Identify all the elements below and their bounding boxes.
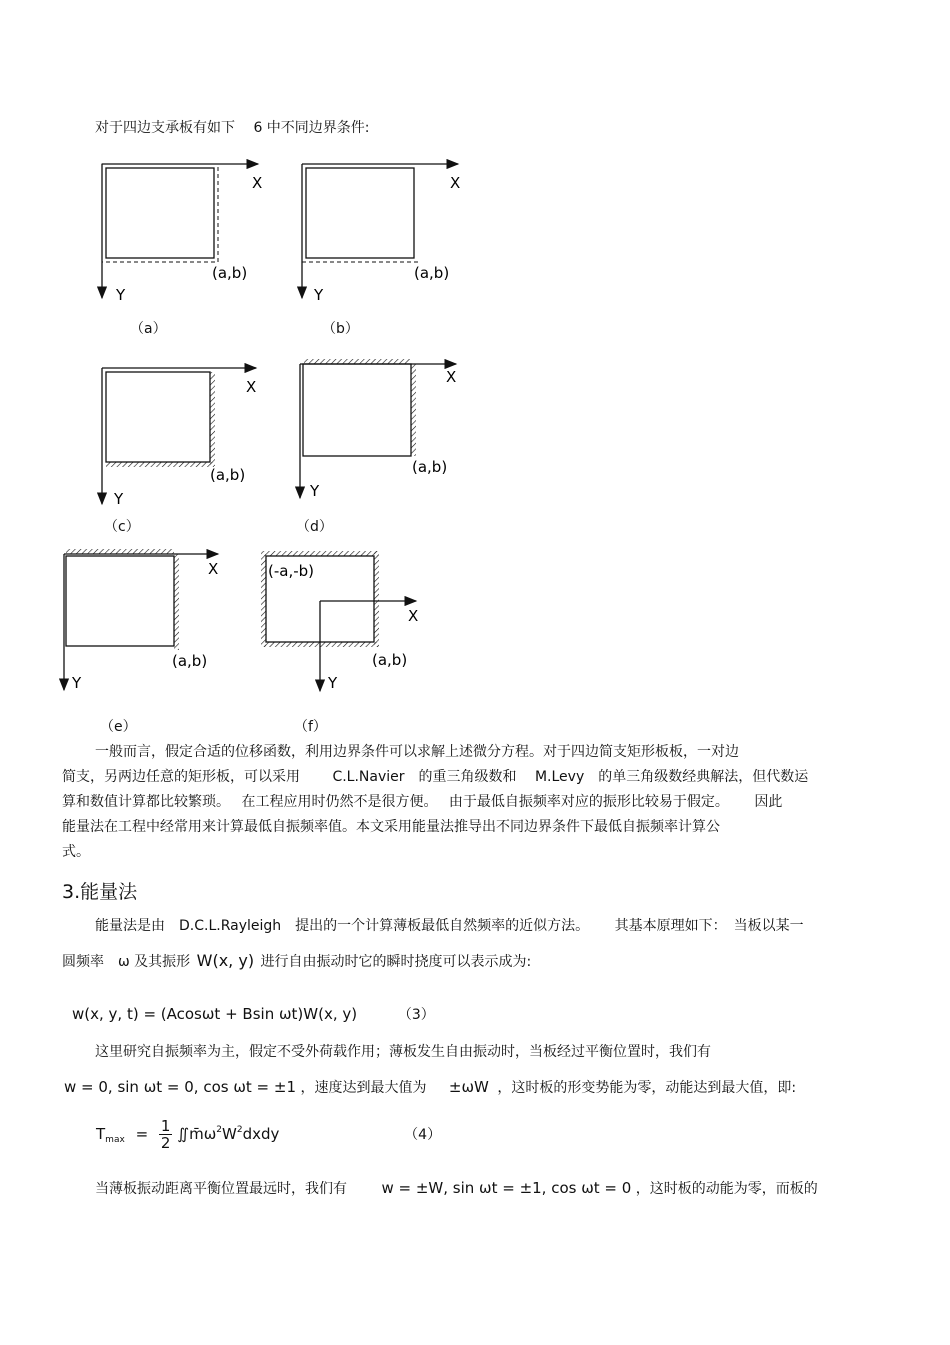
x-axis-label: X: [450, 174, 461, 192]
y-axis-label: Y: [328, 674, 338, 692]
y-axis-label: Y: [116, 286, 126, 304]
para5-expr: w = ±W, sin ωt = ±1, cos ωt = 0: [381, 1179, 632, 1197]
para4-expr: w = 0, sin ωt = 0, cos ωt = ±1: [64, 1078, 297, 1096]
y-axis-label: Y: [114, 490, 124, 508]
equation-3: [72, 1004, 435, 1024]
corner-label: (a,b): [412, 458, 448, 476]
eq4-den: 2: [160, 1134, 171, 1152]
y-axis-label: Y: [314, 286, 324, 304]
eq4-sup1: 2: [216, 1125, 222, 1135]
eq4-sup2: 2: [236, 1125, 243, 1135]
eq4-rhs: W: [222, 1125, 237, 1143]
para2-line2: [62, 952, 531, 971]
para5-text: 当薄板振动距离平衡位置最远时，我们有: [95, 1181, 347, 1197]
eq3-expr: w(x, y, t) = (Acosωt + Bsin ωt)W(x, y): [72, 1005, 358, 1023]
caption-b: （b）: [322, 321, 359, 337]
x-axis-label: X: [208, 560, 219, 578]
para2-line1: 能量法是由 D.C.L.Rayleigh 提出的一个计算薄板最低自然频率的近似方法。 其基本原理如下： 当板以某一: [95, 918, 804, 934]
corner-label: (a,b): [210, 466, 246, 484]
x-axis-label: X: [246, 378, 257, 396]
para1-line3: 算和数值计算都比较繁琐。 在工程应用时仍然不是很方便。 由于最低自振频率对应的振形比较易于假定。 因此: [62, 794, 783, 810]
x-axis-label: X: [408, 607, 419, 625]
eq4-lhs: T: [96, 1125, 106, 1143]
origin-label: (-a,-b): [268, 562, 315, 580]
eq4-num: 1: [160, 1117, 171, 1135]
corner-label: (a,b): [372, 651, 408, 669]
para4: [64, 1078, 796, 1097]
caption-e: （e）: [100, 719, 137, 735]
figure-a: [90, 150, 280, 310]
para1-line5: 式。: [62, 844, 90, 860]
eq3-label: （3）: [397, 1007, 435, 1023]
para4-text2: ，这时板的形变势能为零，动能达到最大值，即:: [497, 1080, 797, 1096]
figure-e: [52, 538, 242, 698]
y-axis-label: Y: [72, 674, 82, 692]
caption-f: （f）: [294, 719, 327, 735]
section-title: 3.能量法: [62, 881, 138, 903]
x-axis-label: X: [252, 174, 263, 192]
para2-shape: W(x, y): [196, 951, 255, 970]
figure-d: [288, 350, 478, 510]
para3: 这里研究自振频率为主，假定不受外荷载作用；薄板发生自由振动时，当板经过平衡位置时，我们有: [95, 1044, 711, 1060]
x-axis-label: X: [446, 368, 457, 386]
caption-a: （a）: [130, 321, 167, 337]
y-axis-label: Y: [310, 482, 320, 500]
eq4-tail: dxdy: [242, 1125, 280, 1143]
para1-line4: 能量法在工程中经常用来计算最低自振频率值。本文采用能量法推导出不同边界条件下最低自振频率计算公: [62, 819, 720, 835]
para2-tail: 进行自由振动时它的瞬时挠度可以表示成为:: [260, 954, 532, 970]
corner-label: (a,b): [414, 264, 450, 282]
eq4-lhs-sub: max: [105, 1135, 125, 1145]
eq4-label: （4）: [404, 1127, 442, 1143]
figure-b: [290, 150, 480, 310]
para2-text: 圆频率 ω 及其振形: [62, 954, 191, 970]
para4-text1: ，速度达到最大值为: [300, 1080, 427, 1096]
corner-label: (a,b): [212, 264, 248, 282]
figure-c: [90, 352, 280, 512]
caption-d: （d）: [296, 519, 333, 535]
para5: [95, 1179, 818, 1198]
eq4-int: ∬m̄ω: [177, 1125, 217, 1143]
para5-tail: ，这时板的动能为零，而板的: [635, 1181, 818, 1197]
caption-c: （c）: [104, 519, 140, 535]
corner-label: (a,b): [172, 652, 208, 670]
figure-f: [258, 545, 448, 695]
equation-4: $T_{max}$ = $\frac{1}{2}$ $∬m̄\omega^2W^2dxdy$ （4）: [96, 1117, 442, 1152]
para4-expr2: ±ωW: [448, 1078, 489, 1096]
para1-line1: 一般而言，假定合适的位移函数，利用边界条件可以求解上述微分方程。对于四边简支矩形板板，一对边: [95, 744, 739, 760]
para1-line2: 简支，另两边任意的矩形板，可以采用 C.L.Navier 的重三角级数和 M.Levy 的单三角级数经典解法，但代数运: [62, 769, 809, 785]
intro-line: 对于四边支承板有如下 6 中不同边界条件:: [95, 120, 370, 136]
